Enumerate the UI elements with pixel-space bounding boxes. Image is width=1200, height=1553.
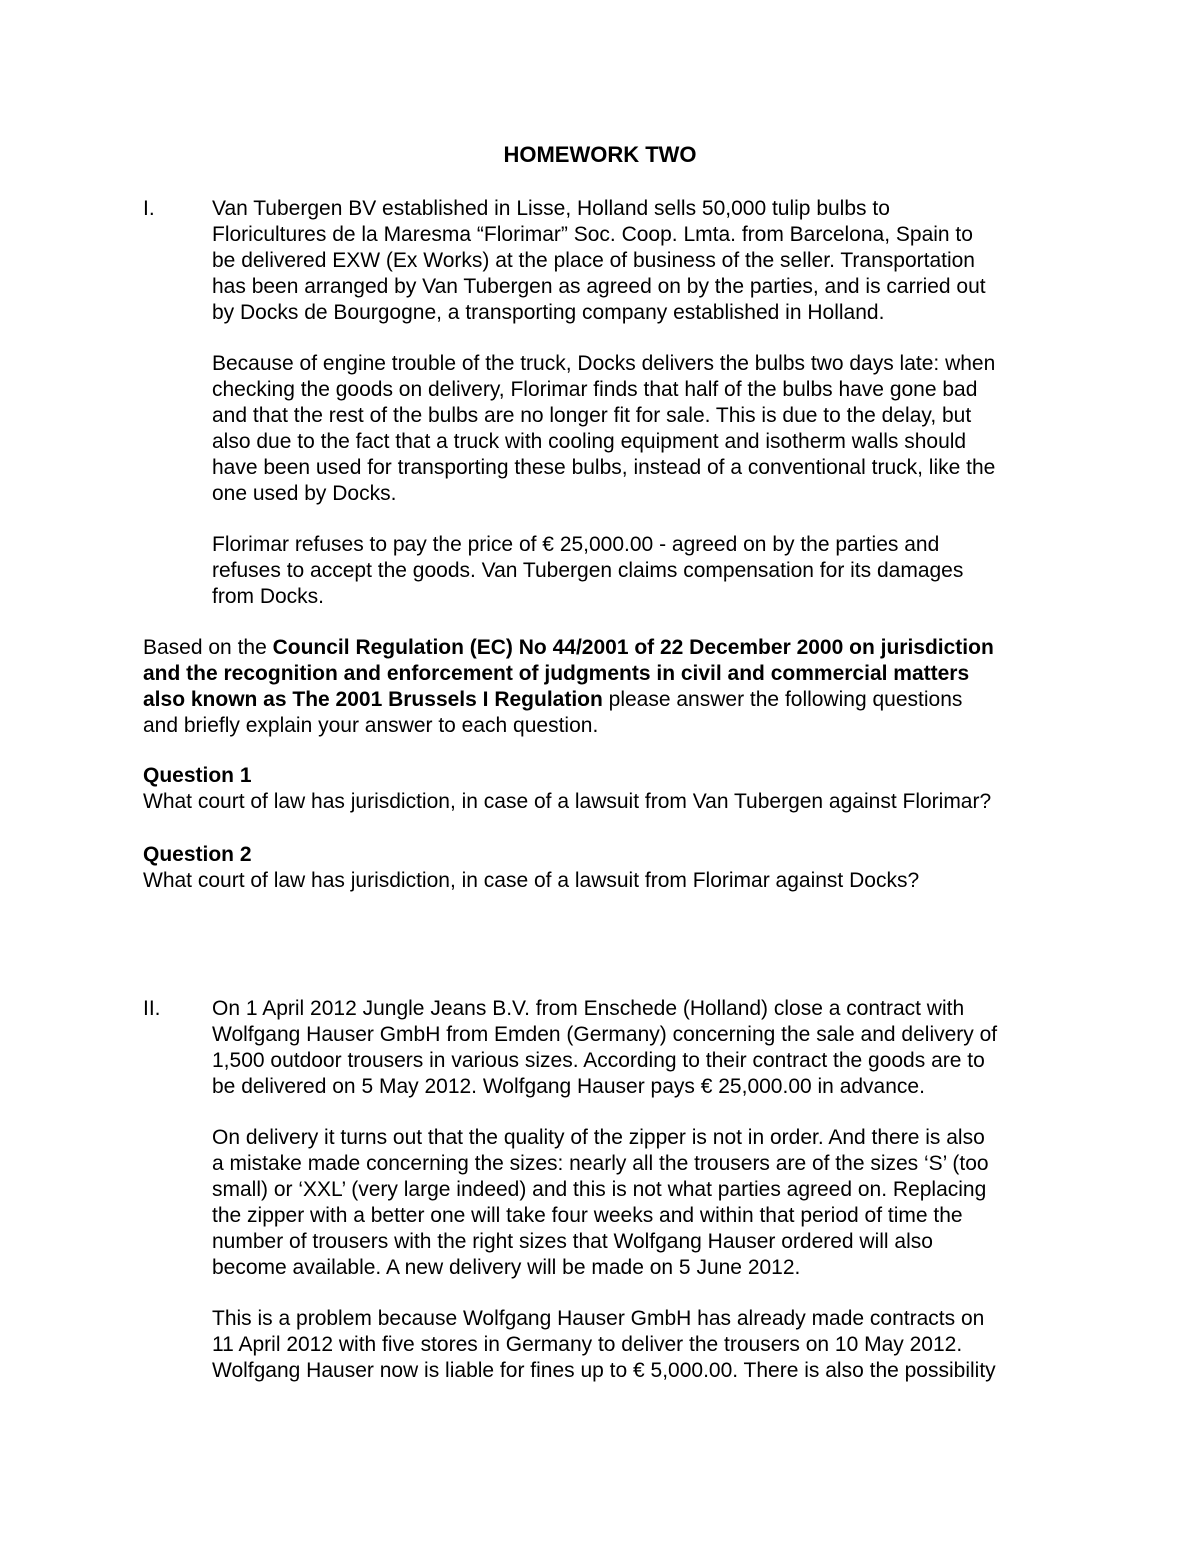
text-line: number of trousers with the right sizes that Wolfgang Hauser ordered will also	[212, 1230, 933, 1253]
section-1-numeral: I.	[143, 197, 155, 220]
section-1-paragraph-3	[212, 532, 1072, 610]
regulation-title: Council Regulation (EC) No 44/2001 of 22 December 2000 on jurisdiction	[272, 636, 994, 659]
text-line: become available. A new delivery will be made on 5 June 2012.	[212, 1256, 801, 1279]
instruction-line	[143, 635, 1063, 661]
instruction-text: please answer the following questions	[602, 688, 963, 711]
regulation-title: also known as The 2001 Brussels I Regulation	[143, 688, 603, 711]
instruction-text: and briefly explain your answer to each question.	[143, 714, 599, 737]
text-line: a mistake made concerning the sizes: nearly all the trousers are of the sizes ‘S’ (too	[212, 1152, 989, 1175]
regulation-title: and the recognition and enforcement of judgments in civil and commercial matters	[143, 662, 970, 685]
text-line: Because of engine trouble of the truck, Docks delivers the bulbs two days late: when	[212, 352, 996, 375]
question-heading: Question 2	[143, 843, 252, 866]
text-line: 1,500 outdoor trousers in various sizes. According to their contract the goods are to	[212, 1049, 985, 1072]
text-line: On delivery it turns out that the quality of the zipper is not in order. And there is also	[212, 1126, 985, 1149]
question-text: What court of law has jurisdiction, in case of a lawsuit from Florimar against Docks?	[143, 869, 920, 892]
text-line: Van Tubergen BV established in Lisse, Holland sells 50,000 tulip bulbs to	[212, 197, 890, 220]
instruction-text: Based on the	[143, 636, 273, 659]
question-text: What court of law has jurisdiction, in case of a lawsuit from Van Tubergen against Florimar?	[143, 790, 992, 813]
instruction-paragraph	[143, 635, 1063, 739]
text-line: have been used for transporting these bulbs, instead of a conventional truck, like the	[212, 456, 996, 479]
section-2-paragraph-1	[212, 996, 1072, 1100]
question-2	[143, 842, 1063, 894]
page-title: HOMEWORK TWO	[503, 142, 697, 167]
section-2-paragraph-3	[212, 1306, 1072, 1384]
text-line: refuses to accept the goods. Van Tubergen claims compensation for its damages	[212, 559, 964, 582]
section-2-numeral: II.	[143, 997, 161, 1020]
text-line: Wolfgang Hauser GmbH from Emden (Germany) concerning the sale and delivery of	[212, 1023, 998, 1046]
text-line: has been arranged by Van Tubergen as agreed on by the parties, and is carried out	[212, 275, 986, 298]
section-1-paragraph-1	[212, 196, 1072, 326]
text-line: and that the rest of the bulbs are no longer fit for sale. This is due to the delay, but	[212, 404, 972, 427]
text-line: Florimar refuses to pay the price of € 25,000.00 - agreed on by the parties and	[212, 533, 940, 556]
text-line: 11 April 2012 with five stores in Germany to deliver the trousers on 10 May 2012.	[212, 1333, 963, 1356]
text-line: be delivered EXW (Ex Works) at the place of business of the seller. Transportation	[212, 249, 975, 272]
instruction-line	[143, 687, 1063, 713]
section-1-paragraph-2	[212, 351, 1072, 507]
text-line: This is a problem because Wolfgang Hauser GmbH has already made contracts on	[212, 1307, 985, 1330]
text-line: the zipper with a better one will take four weeks and within that period of time the	[212, 1204, 963, 1227]
text-line: by Docks de Bourgogne, a transporting company established in Holland.	[212, 301, 885, 324]
text-line: be delivered on 5 May 2012. Wolfgang Hauser pays € 25,000.00 in advance.	[212, 1075, 925, 1098]
text-line: checking the goods on delivery, Florimar finds that half of the bulbs have gone bad	[212, 378, 978, 401]
text-line: one used by Docks.	[212, 482, 397, 505]
section-2-paragraph-2	[212, 1125, 1072, 1281]
text-line: Floricultures de la Maresma “Florimar” Soc. Coop. Lmta. from Barcelona, Spain to	[212, 223, 973, 246]
text-line: small) or ‘XXL’ (very large indeed) and this is not what parties agreed on. Replacing	[212, 1178, 987, 1201]
text-line: On 1 April 2012 Jungle Jeans B.V. from Enschede (Holland) close a contract with	[212, 997, 965, 1020]
text-line: Wolfgang Hauser now is liable for fines up to € 5,000.00. There is also the possibility	[212, 1359, 996, 1382]
question-heading: Question 1	[143, 764, 252, 787]
question-1	[143, 763, 1063, 815]
text-line: also due to the fact that a truck with cooling equipment and isotherm walls should	[212, 430, 967, 453]
text-line: from Docks.	[212, 585, 325, 608]
